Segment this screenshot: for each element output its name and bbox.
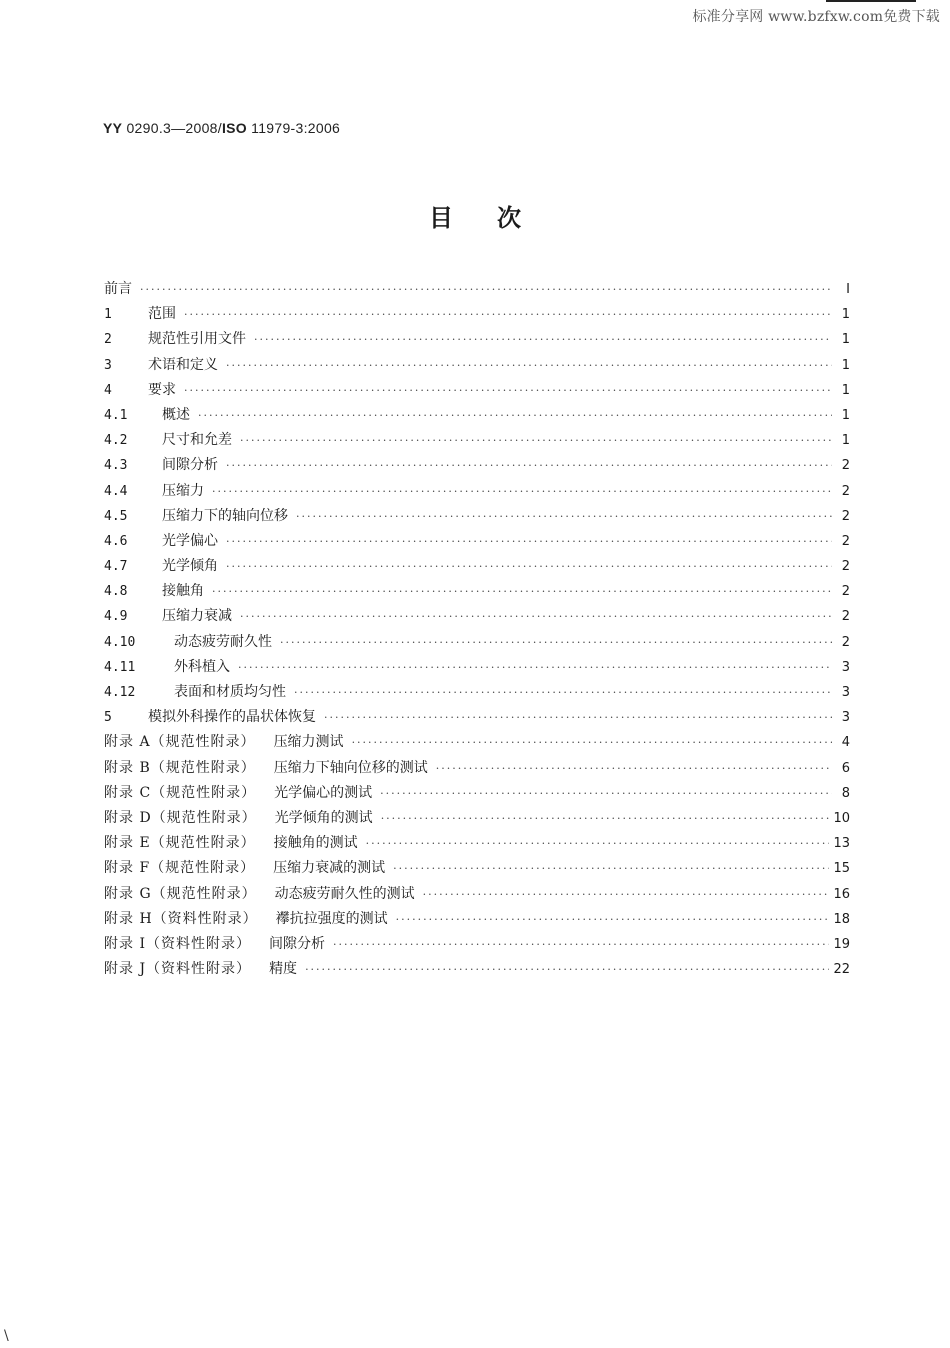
- watermark: 标准分享网 www.bzfxw.com免费下载: [692, 9, 940, 25]
- toc-entry[interactable]: [104, 554, 850, 579]
- toc-entry-number: 4.6: [104, 533, 128, 549]
- toc-entry-label: [104, 705, 316, 730]
- toc-entry[interactable]: [104, 831, 850, 856]
- toc-entry-label: [104, 655, 230, 680]
- toc-entry-number: 4.3: [104, 458, 128, 474]
- toc-entry-number: 5: [104, 710, 112, 726]
- toc-entry-leader-dots: [212, 579, 832, 604]
- toc-entry-leader-dots: [352, 730, 832, 755]
- toc-entry-number: 附录 B（规范性附录）: [104, 759, 256, 776]
- toc-entry-title: 襻抗拉强度的测试: [275, 910, 388, 927]
- toc-entry[interactable]: [104, 705, 850, 730]
- toc-entry-page: 4: [841, 735, 850, 751]
- toc-entry-page: 1: [841, 382, 850, 398]
- toc-entry-number: 4.7: [104, 559, 128, 575]
- toc-entry-title: 前言: [104, 281, 132, 297]
- toc-entry[interactable]: [104, 428, 850, 453]
- toc-entry-page: 2: [841, 533, 850, 549]
- toc-entry-label: [104, 327, 246, 352]
- toc-entry-number: 4.5: [104, 508, 128, 524]
- toc-entry-label: [104, 453, 218, 478]
- toc-entry[interactable]: [104, 806, 850, 831]
- toc-entry-page: 19: [833, 936, 850, 952]
- toc-entry[interactable]: [104, 302, 850, 327]
- code-prefix: YY: [103, 120, 123, 136]
- toc-entry-number: 4: [104, 382, 112, 398]
- toc-entry-number: 附录 A（规范性附录）: [104, 734, 256, 751]
- toc-entry-label: [104, 504, 288, 529]
- toc-entry-number: 附录 C（规范性附录）: [104, 784, 257, 801]
- toc-entry[interactable]: [104, 453, 850, 478]
- toc-entry[interactable]: [104, 479, 850, 504]
- toc-entry-label: [104, 378, 176, 403]
- toc-entry-page: 10: [833, 810, 850, 826]
- toc-entry-page: 1: [841, 307, 850, 323]
- toc-entry-leader-dots: [240, 428, 832, 453]
- toc-entry-page: 2: [841, 559, 850, 575]
- document-code: [103, 120, 340, 136]
- toc-entry-leader-dots: [423, 882, 830, 907]
- toc-entry-title: 动态疲劳耐久性: [174, 633, 272, 650]
- toc-entry-leader-dots: [380, 781, 832, 806]
- toc-entry[interactable]: [104, 378, 850, 403]
- toc-entry[interactable]: [104, 957, 850, 982]
- toc-entry-title: 压缩力下轴向位移的测试: [273, 759, 428, 776]
- toc-entry-number: 4.10: [104, 634, 136, 650]
- toc-entry-leader-dots: [240, 604, 832, 629]
- toc-entry-number: 4.4: [104, 483, 128, 499]
- toc-entry-leader-dots: [294, 680, 832, 705]
- toc-entry-leader-dots: [296, 504, 832, 529]
- toc-entry-number: 附录 E（规范性附录）: [104, 835, 256, 852]
- toc-entry[interactable]: [104, 756, 850, 781]
- toc-entry-label: [104, 856, 385, 881]
- toc-entry-label: [104, 403, 190, 428]
- toc-entry-title: 光学倾角的测试: [274, 809, 373, 826]
- code-mid: 0290.3—2008/: [122, 120, 222, 136]
- toc-entry-label: [104, 428, 232, 453]
- toc-entry-leader-dots: [140, 277, 832, 302]
- toc-entry-title: 间隙分析: [268, 935, 325, 952]
- toc-entry-title: 光学倾角: [162, 558, 218, 575]
- toc-entry-title: 压缩力下的轴向位移: [162, 507, 288, 524]
- toc-entry-title: 范围: [148, 306, 176, 323]
- toc-entry-page: 22: [833, 962, 850, 978]
- toc-entry-number: 附录 J（资料性附录）: [104, 961, 252, 978]
- toc-entry-leader-dots: [254, 327, 832, 352]
- toc-entry-title: 精度: [269, 961, 298, 978]
- toc-entry[interactable]: [104, 932, 850, 957]
- toc-entry-leader-dots: [184, 378, 832, 403]
- toc-entry-number: 附录 H（资料性附录）: [104, 910, 258, 927]
- toc-entry-title: 接触角的测试: [273, 835, 358, 852]
- toc-entry[interactable]: [104, 730, 850, 755]
- toc-entry-page: 3: [841, 685, 850, 700]
- toc-entry-title: 压缩力衰减: [162, 608, 232, 625]
- toc-entry-label: [104, 907, 388, 932]
- toc-entry[interactable]: [104, 856, 850, 881]
- toc-entry-leader-dots: [226, 529, 832, 554]
- toc-entry-title: 间隙分析: [162, 457, 218, 474]
- toc-entry-number: 附录 F（规范性附录）: [104, 860, 256, 877]
- toc-entry-title: 外科植入: [174, 658, 230, 675]
- toc-entry[interactable]: [104, 579, 850, 604]
- corner-mark: \: [4, 1328, 9, 1344]
- toc-entry-page: 15: [833, 861, 850, 877]
- toc-entry-leader-dots: [366, 831, 830, 856]
- toc-entry[interactable]: [104, 630, 850, 655]
- top-rule: [826, 0, 916, 2]
- code-suffix: 11979-3:2006: [246, 120, 341, 136]
- toc-entry[interactable]: [104, 327, 850, 352]
- toc-entry-label: [104, 882, 415, 907]
- code-iso: ISO: [221, 120, 247, 136]
- toc-entry-page: 2: [841, 609, 850, 625]
- toc-entry-page: 2: [841, 634, 850, 650]
- toc-entry-page: 1: [841, 357, 850, 373]
- table-of-contents: [104, 277, 850, 982]
- toc-entry-title: 术语和定义: [148, 356, 218, 373]
- toc-entry-leader-dots: [226, 353, 832, 378]
- toc-entry-label: [104, 806, 373, 831]
- toc-entry-number: 4.9: [104, 609, 128, 625]
- toc-entry-page: 13: [833, 836, 850, 852]
- toc-entry-title: 压缩力衰减的测试: [273, 860, 386, 877]
- toc-entry-label: [104, 831, 358, 856]
- toc-entry-label: [104, 630, 272, 655]
- toc-entry-leader-dots: [226, 453, 832, 478]
- toc-entry-page: 2: [841, 483, 850, 499]
- toc-entry-leader-dots: [333, 932, 829, 957]
- toc-entry[interactable]: [104, 907, 850, 932]
- toc-entry-page: 2: [841, 584, 850, 600]
- toc-entry-page: 6: [841, 760, 850, 776]
- toc-entry-title: 压缩力: [162, 482, 204, 499]
- toc-entry-page: 3: [841, 659, 850, 675]
- toc-entry[interactable]: [104, 529, 850, 554]
- toc-entry-leader-dots: [393, 856, 829, 881]
- toc-entry-page: I: [846, 282, 850, 297]
- toc-entry-title: 光学偏心: [162, 532, 218, 549]
- toc-entry-label: [104, 277, 132, 302]
- toc-entry[interactable]: [104, 504, 850, 529]
- toc-entry-title: 概述: [162, 406, 190, 423]
- toc-entry-title: 压缩力测试: [273, 734, 344, 751]
- toc-entry-label: [104, 604, 232, 629]
- toc-entry-leader-dots: [436, 756, 832, 781]
- toc-entry[interactable]: [104, 655, 850, 680]
- toc-entry-page: 1: [841, 407, 850, 423]
- toc-entry-leader-dots: [184, 302, 832, 327]
- toc-entry-label: [104, 756, 428, 781]
- toc-entry-label: [104, 479, 204, 504]
- toc-entry-label: [104, 353, 218, 378]
- toc-entry-label: [104, 932, 325, 957]
- toc-entry[interactable]: [104, 882, 850, 907]
- toc-entry-leader-dots: [198, 403, 832, 428]
- toc-entry-leader-dots: [324, 705, 832, 730]
- page-title: 目次: [429, 204, 565, 232]
- toc-entry-title: 规范性引用文件: [148, 331, 246, 348]
- toc-entry-number: 附录 D（规范性附录）: [104, 809, 257, 826]
- toc-entry[interactable]: [104, 353, 850, 378]
- toc-entry-title: 动态疲劳耐久性的测试: [274, 885, 415, 902]
- toc-entry-number: 4.8: [104, 584, 128, 600]
- toc-entry-page: 8: [841, 785, 850, 801]
- toc-entry[interactable]: [104, 403, 850, 428]
- toc-entry-number: 4.2: [104, 433, 128, 449]
- toc-entry-title: 表面和材质均匀性: [174, 684, 286, 700]
- toc-entry-title: 接触角: [162, 583, 204, 600]
- toc-entry-number: 2: [104, 332, 112, 348]
- toc-entry-leader-dots: [396, 907, 830, 932]
- toc-entry-title: 光学偏心的测试: [274, 784, 373, 801]
- toc-entry-title: 模拟外科操作的晶状体恢复: [148, 709, 316, 726]
- toc-entry-page: 2: [841, 458, 850, 474]
- toc-entry-title: 要求: [148, 381, 176, 398]
- toc-entry[interactable]: [104, 781, 850, 806]
- toc-entry-leader-dots: [280, 630, 832, 655]
- toc-entry-label: [104, 302, 176, 327]
- toc-entry-number: 4.1: [104, 407, 128, 423]
- toc-entry-leader-dots: [305, 957, 829, 982]
- toc-entry-number: 1: [104, 307, 112, 323]
- toc-entry-page: 3: [841, 710, 850, 726]
- toc-entry-leader-dots: [212, 479, 832, 504]
- toc-entry-leader-dots: [381, 806, 830, 831]
- toc-entry-label: [104, 579, 204, 604]
- toc-entry-page: 2: [841, 508, 850, 524]
- toc-entry-number: 附录 G（规范性附录）: [104, 885, 257, 902]
- toc-entry-number: 附录 I（资料性附录）: [104, 935, 251, 952]
- toc-entry-page: 1: [841, 332, 850, 348]
- toc-entry-page: 18: [833, 911, 850, 927]
- toc-entry-leader-dots: [226, 554, 832, 579]
- toc-entry-label: [104, 730, 344, 755]
- toc-entry-number: 3: [104, 357, 112, 373]
- toc-entry-page: 1: [841, 433, 850, 449]
- toc-entry[interactable]: [104, 277, 850, 302]
- toc-entry-number: 4.11: [104, 659, 136, 675]
- toc-entry-label: [104, 554, 218, 579]
- toc-entry-leader-dots: [238, 655, 832, 680]
- toc-entry-label: [104, 957, 297, 982]
- toc-entry[interactable]: [104, 604, 850, 629]
- toc-entry-label: [104, 680, 286, 705]
- toc-entry-number: 4.12: [104, 685, 136, 700]
- toc-entry-label: [104, 781, 372, 806]
- toc-entry-title: 尺寸和允差: [162, 432, 232, 449]
- toc-entry[interactable]: [104, 680, 850, 705]
- toc-entry-label: [104, 529, 218, 554]
- toc-entry-page: 16: [833, 886, 850, 902]
